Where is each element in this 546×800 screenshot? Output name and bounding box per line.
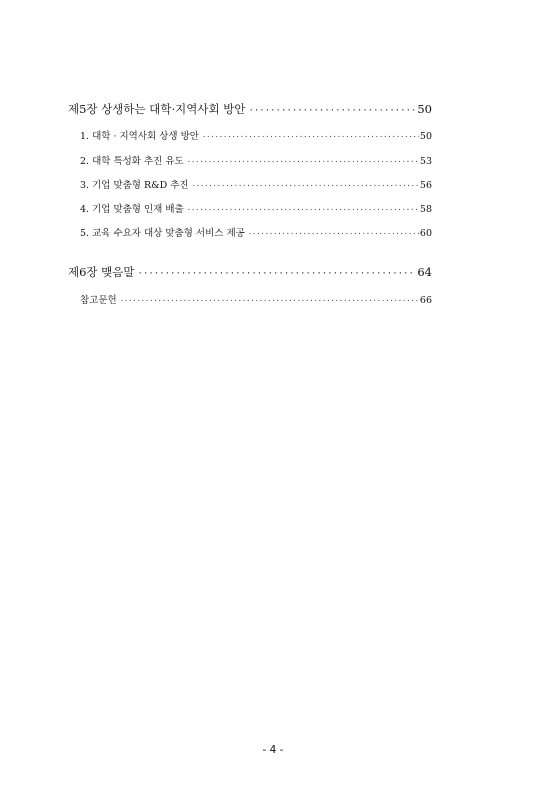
toc-leader-dots [248,230,419,238]
toc-section-page: 58 [419,204,432,215]
toc-section-page: 56 [419,180,432,191]
toc-references-label: 참고문헌 [80,295,117,306]
toc-section-5-5[interactable] [80,225,432,239]
toc-leader-dots [120,297,419,305]
toc-section-label: 5. 교육 수요자 대상 맞춤형 서비스 제공 [80,228,245,239]
toc-section-5-2[interactable] [80,153,432,167]
toc-chapter-6[interactable] [68,264,432,280]
toc-section-page: 50 [419,131,432,142]
toc-leader-dots [202,133,419,141]
toc-section-label: 1. 대학 · 지역사회 상생 방안 [80,131,199,142]
toc-leader-dots [138,269,417,279]
toc-section-page: 53 [419,156,432,167]
toc-chapter-6-label: 제6장 맺음말 [68,265,135,279]
toc-section-label: 3. 기업 맞춤형 R&D 추진 [80,180,189,191]
toc-section-page: 60 [419,228,432,239]
toc-chapter-5[interactable] [68,101,432,117]
toc-chapter-5-page: 50 [417,102,432,116]
toc-leader-dots [187,206,419,214]
toc-section-5-1[interactable] [80,128,432,142]
toc-references[interactable] [80,292,432,306]
toc-section-5-3[interactable] [80,177,432,191]
toc-leader-dots [187,158,419,166]
page-number-footer: - 4 - [262,744,284,756]
toc-leader-dots [192,182,419,190]
toc-section-label: 2. 대학 특성화 추진 유도 [80,156,184,167]
toc-section-label: 4. 기업 맞춤형 인재 배출 [80,204,184,215]
toc-chapter-5-label: 제5장 상생하는 대학·지역사회 방안 [68,102,246,116]
toc-section-5-4[interactable] [80,201,432,215]
toc-references-page: 66 [419,295,432,306]
toc-chapter-6-page: 64 [417,265,432,279]
toc-leader-dots [248,106,416,116]
